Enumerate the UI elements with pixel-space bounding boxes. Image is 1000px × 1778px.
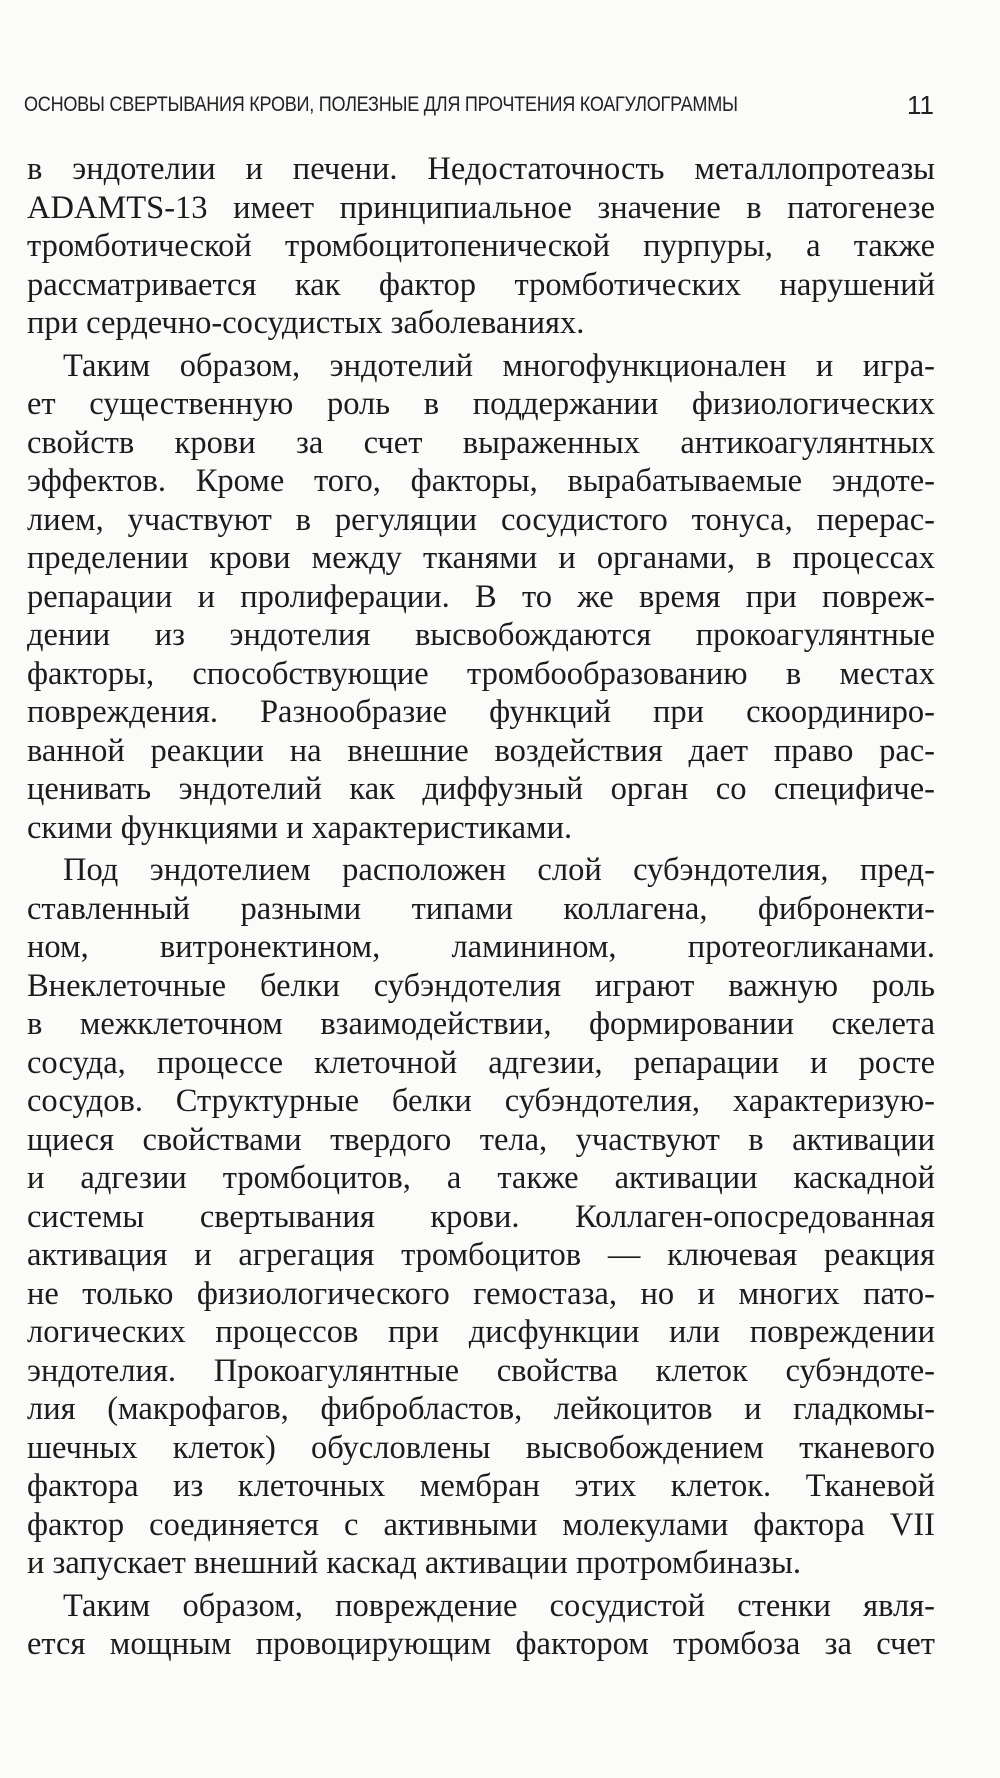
text-line: Таким образом, эндотелий многофункционален и игра- [63,347,935,384]
text-line: системы свертывания крови. Коллаген-опосредованная [27,1198,935,1235]
text-line: ставленный разными типами коллагена, фибронекти- [27,890,935,927]
text-line: ется мощным провоцирующим фактором тромбоза за счет [27,1626,935,1662]
paragraph [27,851,935,1583]
page-number: 11 [907,90,934,120]
text-line: не только физиологического гемостаза, но и многих пато- [27,1275,935,1312]
text-line: скими функциями и характеристиками. [27,809,573,846]
text-line: в эндотелии и печени. Недостаточность металлопротеазы [27,151,935,187]
text-line: ванной реакции на внешние воздействия дает право рас- [27,732,935,769]
text-line: Внеклеточные белки субэндотелия играют важную роль [27,967,935,1004]
text-line: эффектов. Кроме того, факторы, вырабатываемые эндоте- [27,463,935,499]
text-line: логических процессов при дисфункции или повреждении [27,1314,935,1350]
text-line: ценивать эндотелий как диффузный орган со специфиче- [27,771,935,807]
text-line: ADAMTS-13 имеет принципиальное значение в патогенезе [27,189,935,226]
text-line: факторы, способствующие тромбообразованию в местах [27,655,935,692]
paragraph [27,347,935,848]
text-line: тромботической тромбоцитопенической пурпуры, а также [27,228,935,264]
text-line: ет существенную роль в поддержании физиологических [27,386,935,422]
body-text [27,150,935,1668]
text-line: щиеся свойствами твердого тела, участвуют в активации [27,1121,935,1158]
text-line: рассматривается как фактор тромботических нарушений [27,266,935,303]
text-line: активация и агрегация тромбоцитов — ключевая реакция [27,1237,935,1273]
text-line: пределении крови между тканями и органами, в процессах [27,540,935,576]
running-header-title: ОСНОВЫ СВЕРТЫВАНИЯ КРОВИ, ПОЛЕЗНЫЕ ДЛЯ ПРОЧТЕНИЯ КОАГУЛОГРАММЫ [24,93,738,116]
text-line: фактора из клеточных мембран этих клеток. Тканевой [27,1468,935,1504]
text-line: Таким образом, повреждение сосудистой стенки явля- [63,1587,935,1624]
text-line: лия (макрофагов, фибробластов, лейкоцитов и гладкомы- [27,1391,935,1427]
text-line: дении из эндотелия высвобождаются прокоагулянтные [27,617,935,653]
text-line: ном, витронектином, ламинином, протеогликанами. [27,929,935,965]
text-line: при сердечно-сосудистых заболеваниях. [27,305,585,341]
text-line: репарации и пролиферации. В то же время при повреж- [27,578,935,615]
text-line: и адгезии тромбоцитов, а также активации каскадной [27,1160,935,1196]
text-line: в межклеточном взаимодействии, формировании скелета [27,1006,935,1042]
paragraph [27,1587,935,1664]
text-line: сосуда, процессе клеточной адгезии, репарации и росте [27,1044,935,1081]
text-line: Под эндотелием расположен слой субэндотелия, пред- [63,852,935,888]
text-line: шечных клеток) обусловлены высвобождением тканевого [27,1429,935,1466]
text-line: повреждения. Разнообразие функций при скоординиро- [27,694,935,730]
text-line: лием, участвуют в регуляции сосудистого тонуса, перерас- [27,501,935,538]
text-line: фактор соединяется с активными молекулами фактора VII [27,1506,935,1543]
running-header [24,90,934,127]
paragraph [27,150,935,343]
text-line: и запускает внешний каскад активации протромбиназы. [27,1545,802,1581]
text-line: сосудов. Структурные белки субэндотелия, характеризую- [27,1083,935,1119]
text-line: эндотелия. Прокоагулянтные свойства клеток субэндоте- [27,1352,935,1389]
text-line: свойств крови за счет выраженных антикоагулянтных [27,424,935,461]
